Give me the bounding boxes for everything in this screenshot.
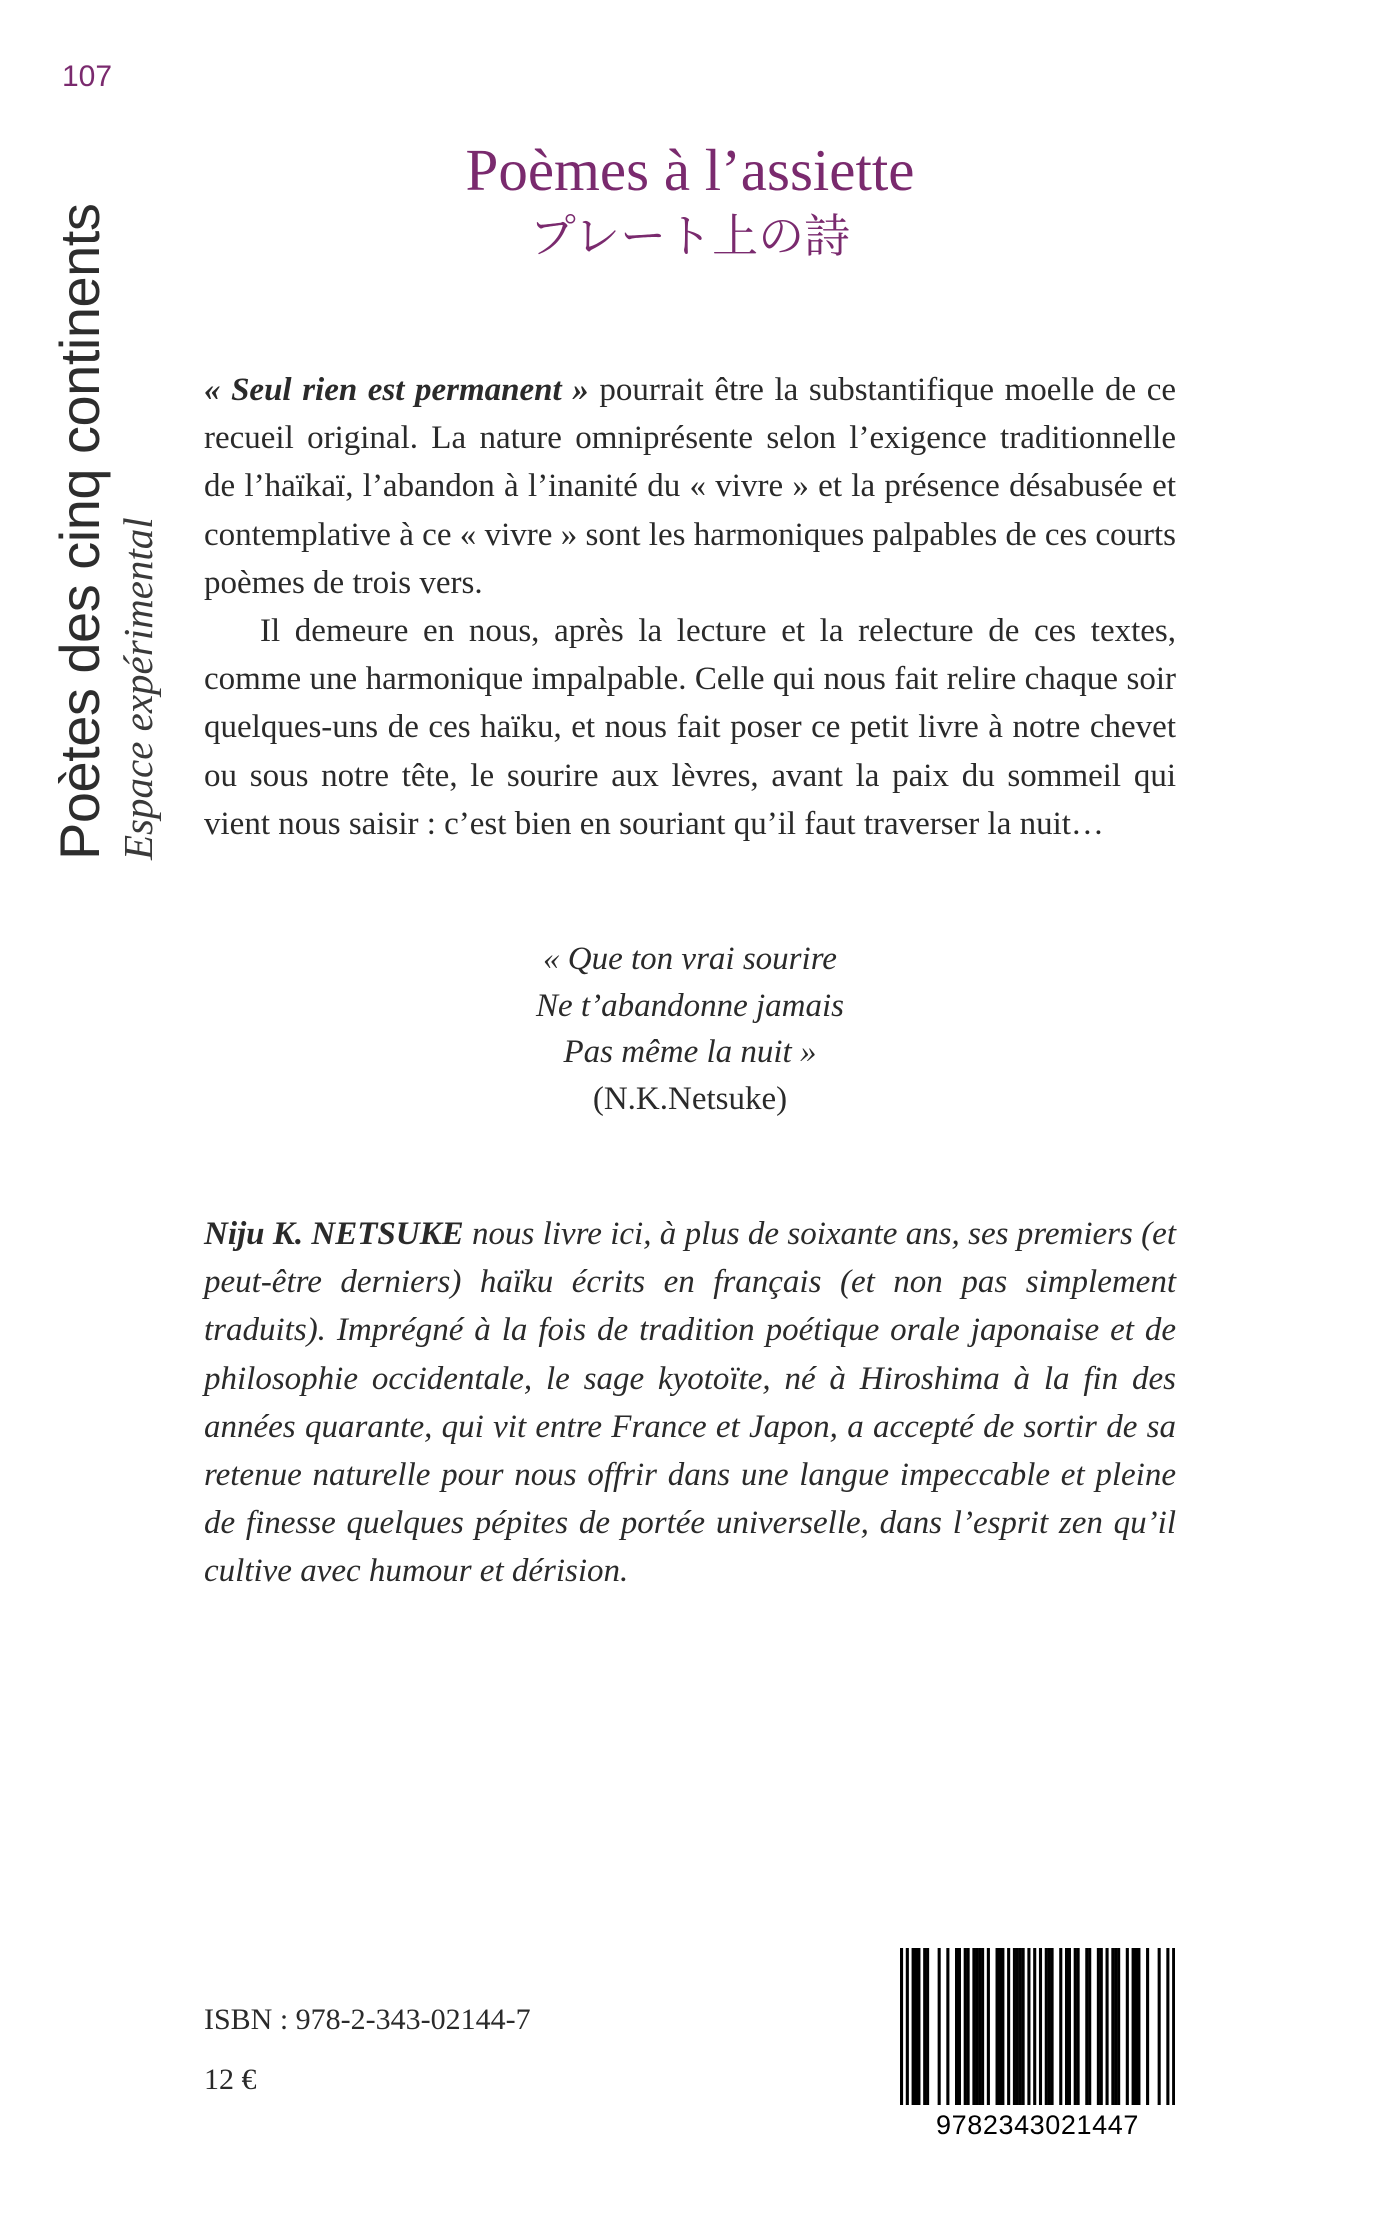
series-name: Poètes des cinq continents bbox=[48, 203, 111, 860]
barcode-bar bbox=[981, 1948, 984, 2105]
barcode-bar bbox=[1013, 1948, 1016, 2105]
barcode-bar bbox=[998, 1948, 1001, 2105]
blurb bbox=[204, 366, 1176, 848]
barcode-bar bbox=[1033, 1948, 1036, 2105]
barcode-bar bbox=[926, 1948, 929, 2105]
barcode-bar bbox=[1158, 1948, 1161, 2105]
haiku-attribution: (N.K.Netsuke) bbox=[592, 1080, 788, 1117]
barcode-bar bbox=[900, 1948, 903, 2105]
barcode-bar bbox=[1068, 1948, 1071, 2105]
series-subtitle: Espace expérimental bbox=[115, 517, 161, 860]
barcode-bar bbox=[1085, 1948, 1088, 2105]
barcode-bar bbox=[1172, 1948, 1175, 2105]
barcode-bar bbox=[1137, 1948, 1140, 2105]
barcode-bar bbox=[1022, 1948, 1025, 2105]
author-bio-text: nous livre ici, à plus de soixante ans, ses premiers (et peut-être derniers) haïku écrits en français (et non pas simplement traduits). Imprégné à la fois de tradition poétique orale japonaise et de philosophie occidentale, le sage kyotoïte, né à Hiroshima à la fin des années quarante, qui vit entre France et Japon, a accepté de sortir de sa retenue naturelle pour nous offrir dans une langue impeccable et pleine de finesse quelques pépites de portée universelle, dans l’esprit zen qu’il cultive avec humour et dérision. bbox=[204, 1216, 1176, 1590]
author-paragraph bbox=[204, 1210, 1176, 1596]
barcode-bar bbox=[1111, 1948, 1114, 2105]
barcode-bar bbox=[923, 1948, 926, 2105]
barcode-bar bbox=[1077, 1948, 1080, 2105]
barcode-bar bbox=[1100, 1948, 1103, 2105]
haiku-quote bbox=[190, 936, 1190, 1122]
barcode-bar bbox=[975, 1948, 978, 2105]
barcode-bar bbox=[946, 1948, 949, 2105]
book-title-japanese: プレート上の詩 bbox=[529, 209, 851, 263]
barcode-bar bbox=[1051, 1948, 1054, 2105]
barcode-bar bbox=[978, 1948, 981, 2105]
blurb-paragraph-1-text: pourrait être la substantifique moelle de ce recueil original. La nature omniprésente selon l’exigence traditionnelle de l’haïkaï, l’abandon à l’inanité du « vivre » et la présence désabusée et contemplative à ce « vivre » sont les harmoniques palpables de ces courts poèmes de trois vers. bbox=[204, 372, 1176, 601]
barcode-digits: 9782343021447 bbox=[935, 2110, 1139, 2140]
barcode bbox=[900, 1948, 1175, 2140]
book-title: Poèmes à l’assiette bbox=[465, 137, 915, 203]
series-number: 107 bbox=[62, 60, 113, 93]
blurb-paragraph-2: Il demeure en nous, après la lecture et la relecture de ces textes, comme une harmonique impalpable. Celle qui nous fait relire chaque soir quelques-uns de ces haïku, et nous fait poser ce petit livre à notre chevet ou sous notre tête, le sourire aux lèvres, avant la paix du sommeil qui vient nous saisir : c’est bien en souriant qu’il faut traverser la nuit… bbox=[204, 613, 1176, 842]
barcode-bar bbox=[1097, 1948, 1100, 2105]
barcode-bar bbox=[1045, 1948, 1048, 2105]
barcode-bar bbox=[1106, 1948, 1109, 2105]
barcode-bar bbox=[1166, 1948, 1169, 2105]
barcode-bar bbox=[1039, 1948, 1042, 2105]
haiku-line: Ne t’abandonne jamais bbox=[536, 987, 844, 1024]
barcode-bar bbox=[955, 1948, 958, 2105]
title-block bbox=[190, 136, 1190, 264]
barcode-bar bbox=[958, 1948, 961, 2105]
barcode-bar bbox=[938, 1948, 941, 2105]
barcode-bar bbox=[1059, 1948, 1062, 2105]
barcode-bar bbox=[964, 1948, 967, 2105]
barcode-bar bbox=[1074, 1948, 1077, 2105]
barcode-bar bbox=[1065, 1948, 1068, 2105]
haiku-line: Pas même la nuit » bbox=[563, 1034, 817, 1070]
barcode-bar bbox=[1117, 1948, 1120, 2105]
barcode-bar bbox=[906, 1948, 909, 2105]
barcode-bar bbox=[917, 1948, 920, 2105]
barcode-bar bbox=[1088, 1948, 1091, 2105]
barcode-bar bbox=[1048, 1948, 1051, 2105]
barcode-bar bbox=[1007, 1948, 1010, 2105]
barcode-bar bbox=[1001, 1948, 1004, 2105]
blurb-quote: « Seul rien est permanent » bbox=[204, 372, 589, 408]
price: 12 € bbox=[204, 2063, 257, 2096]
barcode-bar bbox=[972, 1948, 975, 2105]
barcode-bar bbox=[914, 1948, 917, 2105]
haiku-line: « Que ton vrai sourire bbox=[543, 941, 837, 977]
barcode-bar bbox=[1146, 1948, 1149, 2105]
blurb-paragraph-1 bbox=[204, 366, 1176, 607]
author-bio bbox=[204, 1210, 1176, 1596]
barcode-bar bbox=[1114, 1948, 1117, 2105]
barcode-bar bbox=[1019, 1948, 1022, 2105]
series-spine bbox=[46, 204, 162, 860]
barcode-bars bbox=[900, 1948, 1175, 2105]
barcode-bar bbox=[1016, 1948, 1019, 2105]
author-name: Niju K. NETSUKE bbox=[204, 1216, 464, 1252]
barcode-bar bbox=[1132, 1948, 1135, 2105]
isbn: ISBN : 978-2-343-02144-7 bbox=[204, 2003, 531, 2036]
barcode-bar bbox=[996, 1948, 999, 2105]
barcode-bar bbox=[967, 1948, 970, 2105]
barcode-bar bbox=[1134, 1948, 1137, 2105]
barcode-bar bbox=[1027, 1948, 1030, 2105]
barcode-bar bbox=[987, 1948, 990, 2105]
barcode-bar bbox=[912, 1948, 915, 2105]
barcode-bar bbox=[1126, 1948, 1129, 2105]
